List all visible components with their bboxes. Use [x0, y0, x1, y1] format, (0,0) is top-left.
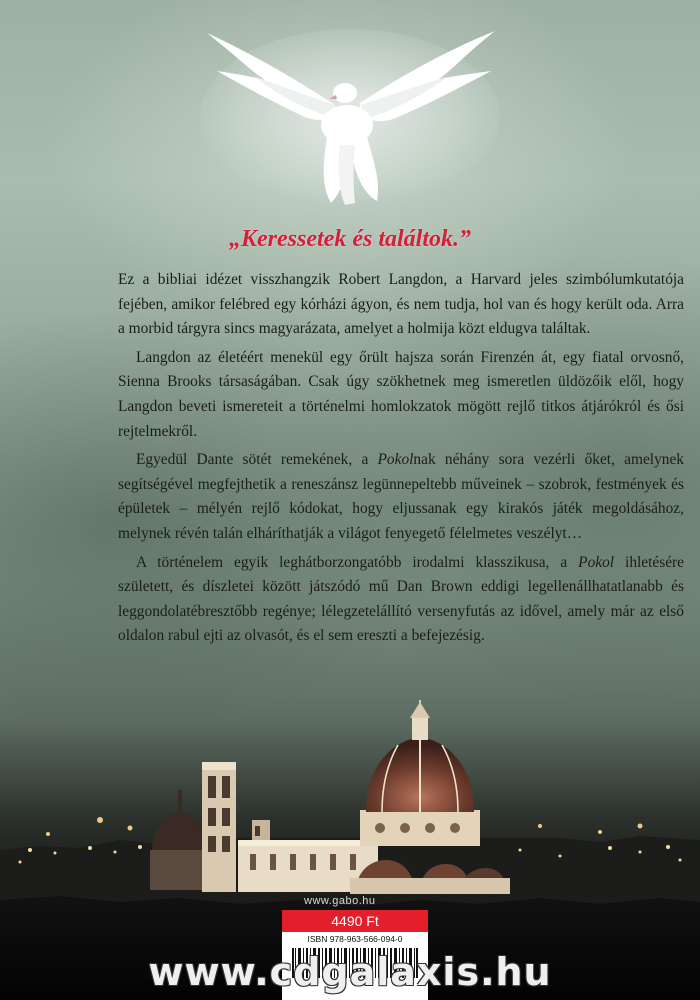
- blurb-text-run: nak néhány sora vezérli őket, amelynek segítségével megfejthetik a reneszánsz legünnepeltebb műveinek – szobrok, festmények és épületek – mélyén rejlő kódokat, hogy eljussanak egy kirakós játék megoldásához, melynek révén talán elháríthatják a világot fenyegető félelmetes veszélyt…: [118, 451, 684, 542]
- dove-icon: [195, 25, 505, 210]
- blurb-paragraph: Ez a bibliai idézet visszhangzik Robert Langdon, a Harvard jeles szimbólumkutatója fejében, amikor felébred egy kórházi ágyon, és nem tudja, hol van és hogy került oda. Arra a morbid tárgyra sincs magyarázata, amelyet a holmija közt eldugva találtak.: [118, 271, 684, 338]
- blurb-book-title: Pokol: [578, 553, 615, 571]
- blurb-text-run: ihletésére született, és díszletei között játszódó mű Dan Brown eddigi legellenállhatatlanabb és leggondolatébresztőbb regénye; lélegzetelállító versenyfutás az idővel, amely már az első oldalon rabul ejti az olvasót, és el sem ereszti a befejezésig.: [118, 553, 685, 645]
- blurb-book-title: Pokol: [377, 451, 414, 469]
- book-quote: „Keressetek és találtok.”: [229, 226, 471, 252]
- publisher-url: www.gabo.hu: [304, 895, 376, 907]
- blurb-paragraph: Langdon az életéért menekül egy őrült hajsza során Firenzén át, egy fiatal orvosnő, Sienna Brooks társaságában. Csak úgy szökhetnek meg ismeretlen üldözőik elől, hogy Langdon beveti ismereteit a történelmi homlokzatok mögött rejlő titkos átjárókról és ősi rejtelmekről.: [118, 348, 684, 440]
- blurb-text: [118, 268, 684, 653]
- blurb-paragraph: [118, 448, 684, 546]
- blurb-text-run: A történelem egyik leghátborzongatóbb irodalmi klasszikusa, a: [136, 553, 579, 571]
- site-watermark: www.cdgalaxis.hu: [148, 950, 552, 994]
- blurb-text-run: Egyedül Dante sötét remekének, a: [136, 451, 378, 469]
- price-tag: 4490 Ft: [282, 910, 428, 932]
- isbn-number: ISBN 978-963-566-094-0: [307, 934, 403, 944]
- blurb-paragraph: [118, 551, 684, 649]
